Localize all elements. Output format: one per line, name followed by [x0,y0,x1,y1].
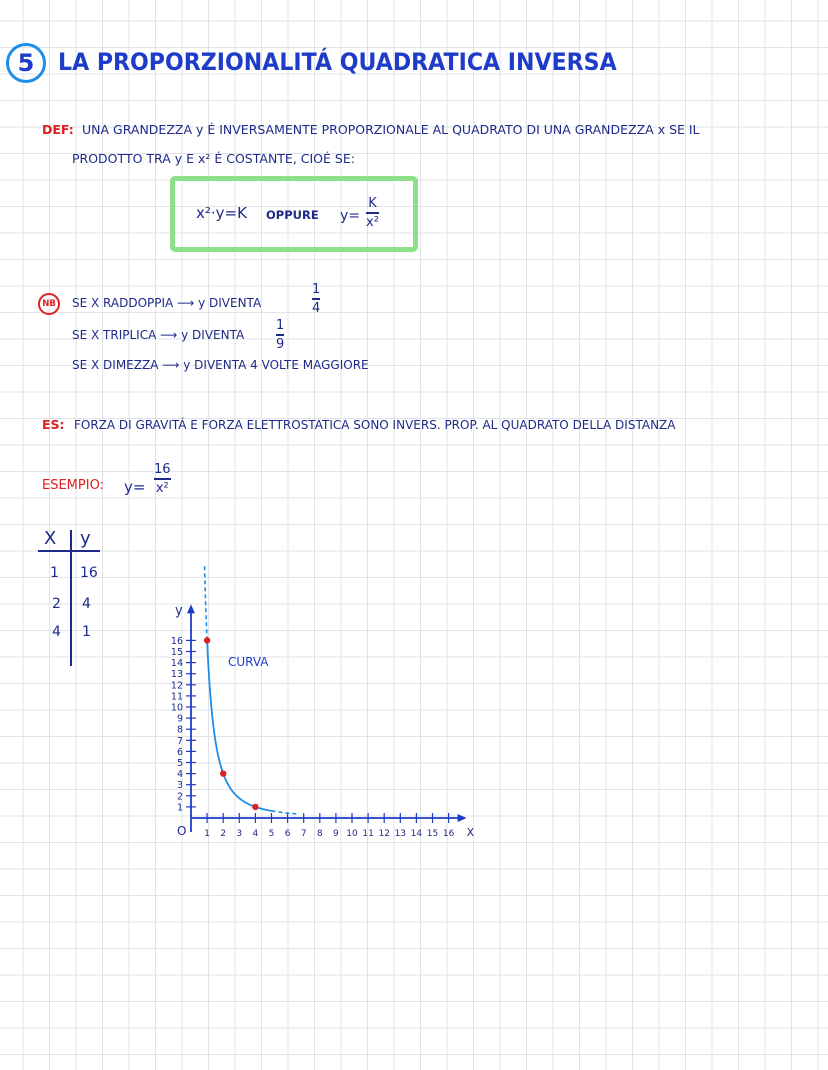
formula-oppure: OPPURE [266,208,319,222]
y-tick-label: 6 [176,746,183,758]
nb-badge: NB [38,293,60,315]
esempio-label: ESEMPIO: [42,478,104,493]
x-tick-label: 14 [410,829,423,839]
x-tick-label: 1 [204,829,210,839]
curve-dashed-tail [272,811,298,814]
x-axis-arrow [458,814,467,822]
definition-label: DEF: [42,122,74,137]
data-point [204,637,210,643]
table-cell-x: 2 [52,596,61,612]
formula-product: x²·y=K [196,204,247,222]
section-number: 5 [6,43,46,83]
x-tick-label: 4 [252,829,259,839]
es-label: ES: [42,417,65,432]
formula-ratio-denominator: x² [366,214,379,230]
nb-fraction-1-den: 4 [312,300,321,316]
formula-ratio-lhs: y= [340,208,361,224]
curve-label: CURVA [228,655,269,669]
y-tick-label: 13 [170,669,183,681]
data-point [220,770,226,776]
table-cell-y: 16 [80,565,98,581]
table-cell-x: 1 [50,565,59,581]
x-tick-label: 2 [220,829,227,839]
y-tick-label: 16 [170,635,183,647]
y-tick-label: 3 [176,780,183,792]
y-tick-label: 15 [170,647,183,658]
nb-line-2: SE X TRIPLICA ⟶ y DIVENTA [72,328,245,342]
x-tick-label: 13 [394,829,407,839]
y-axis-arrow [187,604,195,613]
nb-line-1: SE X RADDOPPIA ⟶ y DIVENTA [72,296,262,310]
x-axis-label: X [466,826,475,839]
x-tick-label: 15 [426,829,439,839]
table-cell-x: 4 [52,624,61,640]
formula-ratio-numerator: K [368,196,377,211]
x-tick-label: 3 [236,829,243,839]
x-tick-label: 8 [316,829,323,839]
x-tick-label: 6 [284,829,291,839]
y-tick-label: 5 [176,758,183,769]
y-tick-label: 2 [176,791,183,803]
y-tick-label: 7 [176,735,183,747]
es-text: FORZA DI GRAVITÁ E FORZA ELETTROSTATICA SONO INVERS. PROP. AL QUADRATO DELLA DISTANZA [74,418,676,432]
curve-dashed-top [205,566,208,640]
data-point [252,804,258,810]
nb-fraction-2-den: 9 [276,336,285,352]
y-tick-label: 14 [170,658,183,670]
y-tick-label: 11 [170,691,183,703]
definition-line-1: UNA GRANDEZZA y É INVERSAMENTE PROPORZIONALE AL QUADRATO DI UNA GRANDEZZA x SE IL [82,122,700,137]
nb-fraction-2-num: 1 [276,318,285,333]
table-cell-y: 1 [82,624,91,640]
y-tick-label: 10 [170,702,183,714]
y-axis-label: y [175,603,183,619]
x-tick-label: 16 [442,829,455,839]
nb-fraction-1-num: 1 [312,282,321,297]
table-header-y: y [80,528,91,549]
x-tick-label: 10 [346,829,358,839]
x-tick-label: 12 [378,829,390,839]
x-tick-label: 11 [362,829,374,839]
y-tick-label: 12 [170,680,183,692]
esempio-numerator: 16 [154,462,171,477]
x-tick-label: 7 [300,829,307,839]
y-tick-label: 9 [176,713,183,725]
esempio-lhs: y= [124,478,146,496]
origin-label: O [177,824,187,838]
y-tick-label: 4 [176,769,183,781]
table-header-x: X [44,528,57,549]
x-tick-label: 5 [268,829,275,839]
y-tick-label: 1 [176,802,183,814]
nb-line-3: SE X DIMEZZA ⟶ y DIVENTA 4 VOLTE MAGGIORE [72,358,369,372]
x-tick-label: 9 [333,829,339,839]
table-cell-y: 4 [82,596,91,612]
esempio-denominator: x² [155,480,169,496]
definition-line-2: PRODOTTO TRA y E x² É COSTANTE, CIOÉ SE: [72,151,355,166]
y-tick-label: 8 [176,724,183,736]
page-title: LA PROPORZIONALITÁ QUADRATICA INVERSA [58,48,617,76]
curve-line [207,640,271,811]
